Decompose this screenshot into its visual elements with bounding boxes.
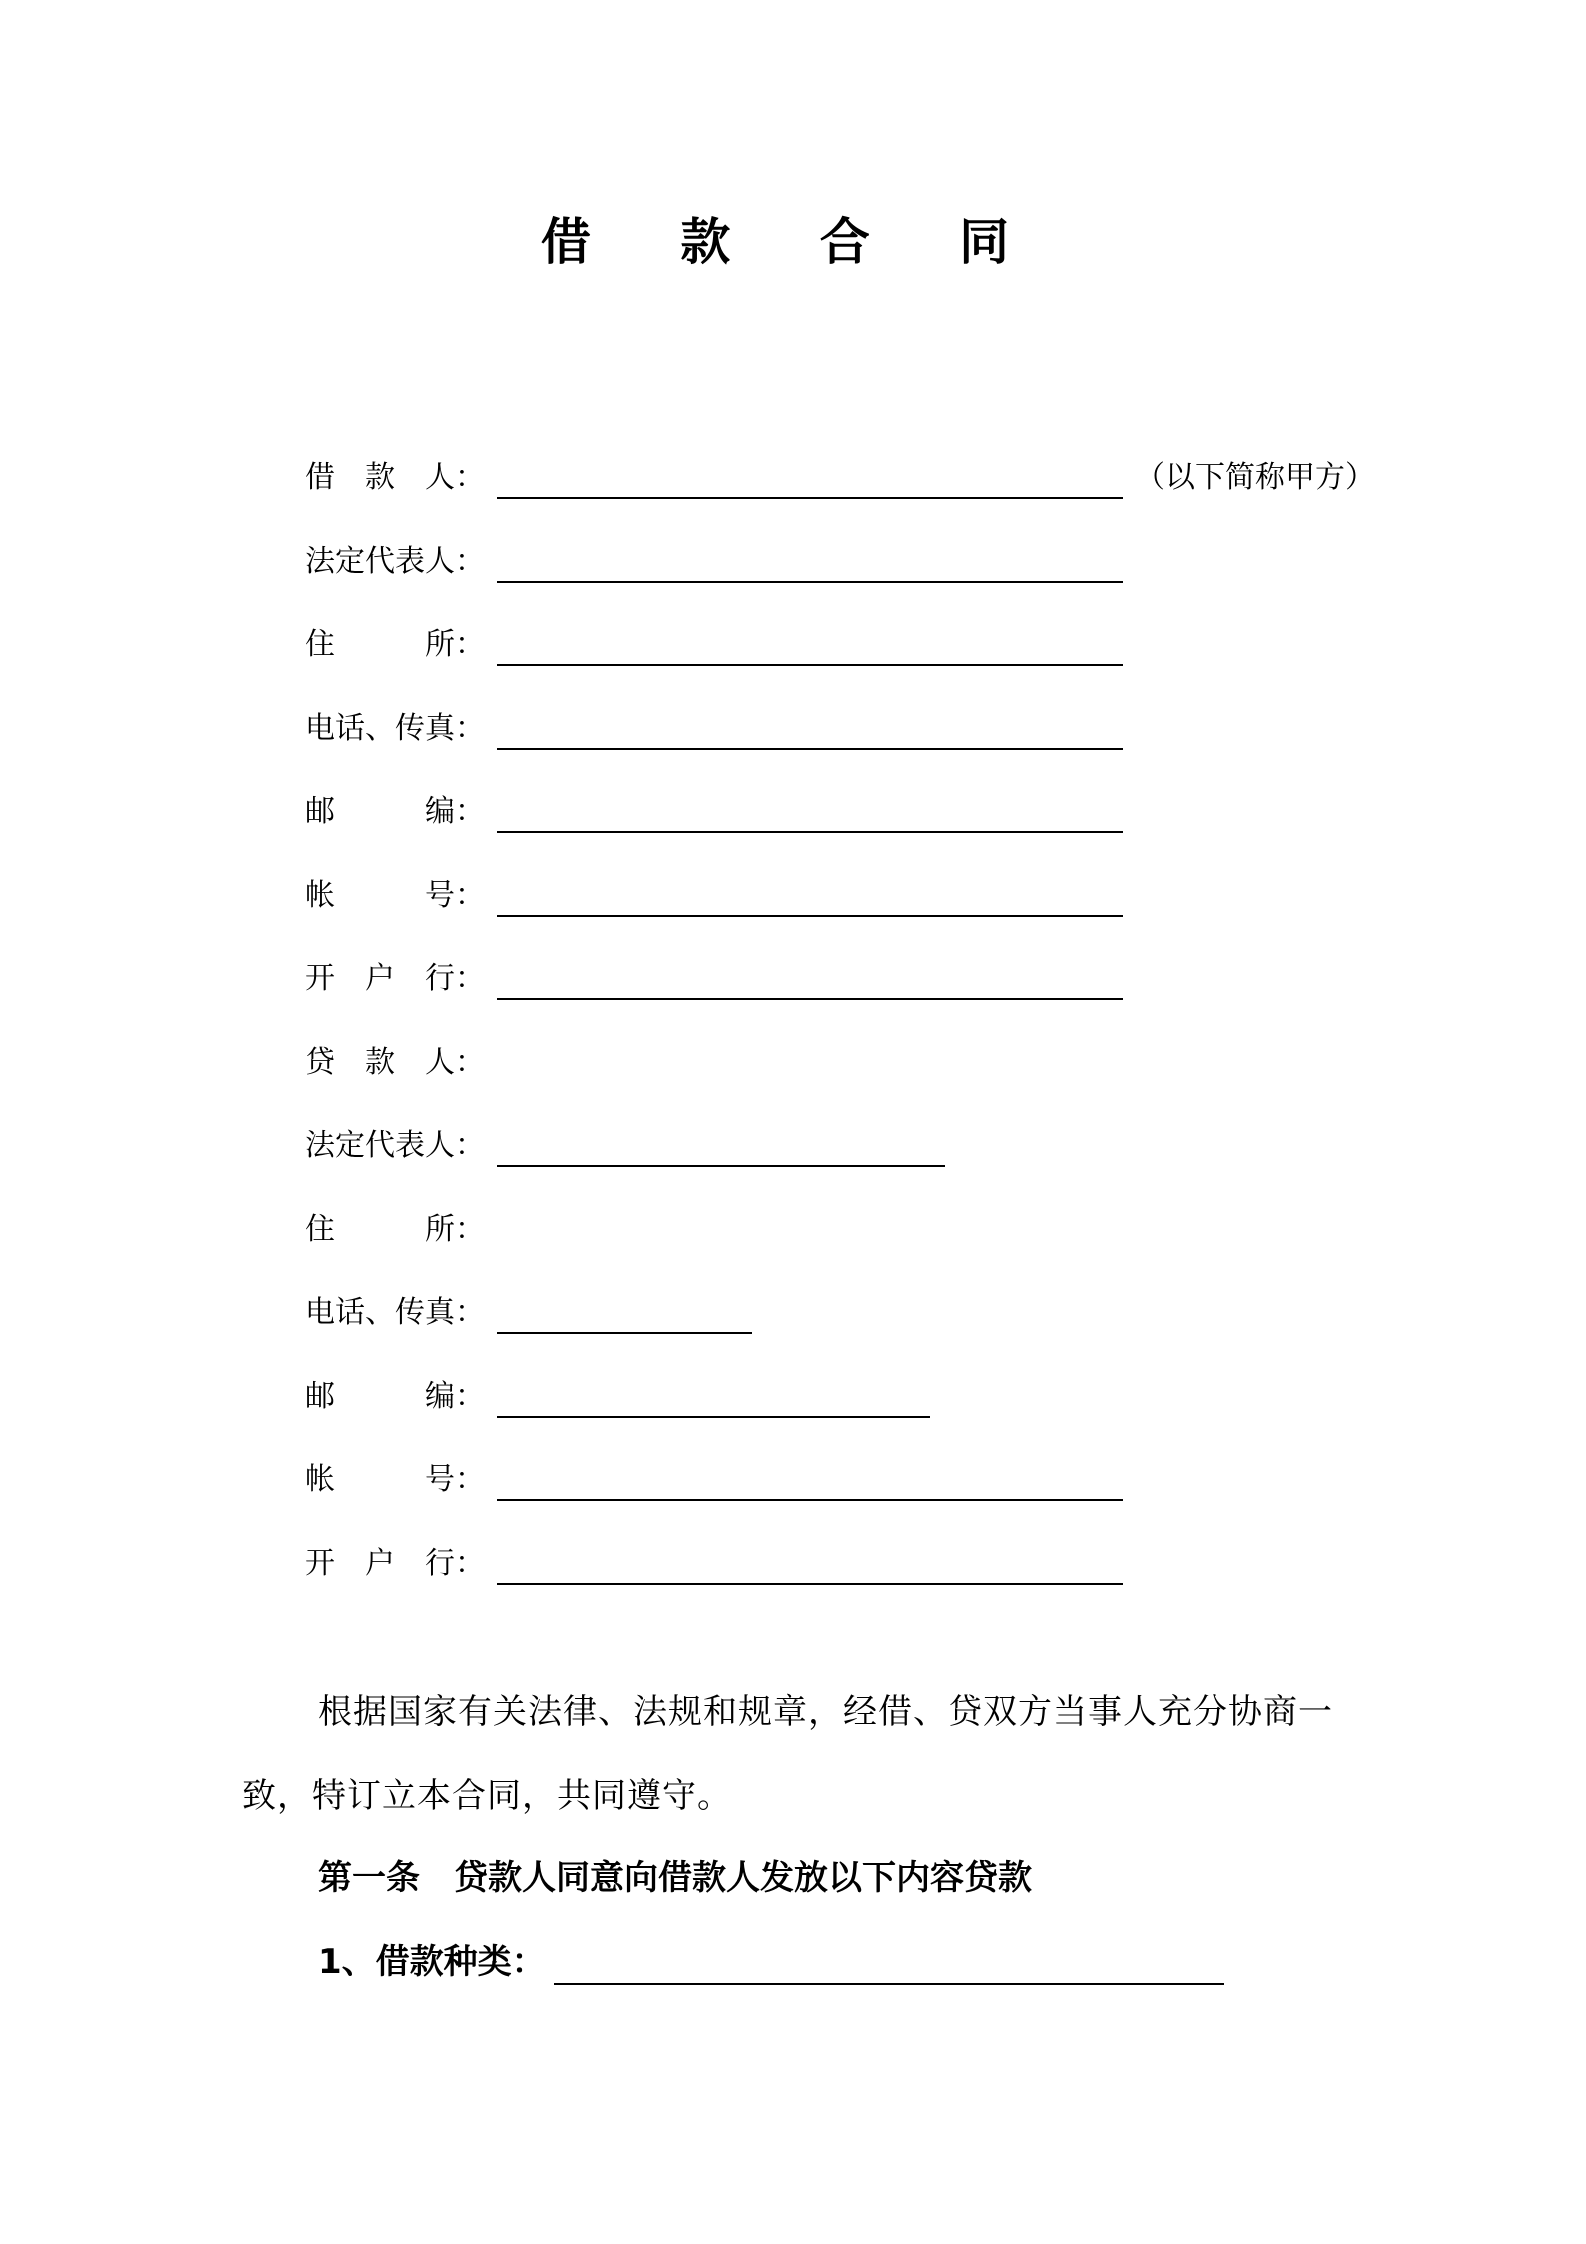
lender-address-label: 住 所：	[305, 1212, 485, 1247]
article-1-heading	[318, 1853, 1032, 1903]
lender-bank-label: 开 户 行：	[305, 1546, 485, 1581]
article-1-number: 第一条	[318, 1858, 420, 1898]
lender-bank-field[interactable]	[497, 1583, 1123, 1585]
borrower-bank-field[interactable]	[497, 998, 1123, 1000]
borrower-phone-fax-label: 电话、传真：	[305, 711, 485, 746]
lender-account-field[interactable]	[497, 1499, 1123, 1501]
document-title: 借 款 合 同	[540, 213, 1046, 271]
lender-postcode-label: 邮 编：	[305, 1379, 485, 1414]
lender-legal-rep-label: 法定代表人：	[305, 1128, 485, 1163]
intro-paragraph: 根据国家有关法律、法规和规章，经借、贷双方当事人充分协商一致，特订立本合同，共同遵守。	[242, 1692, 1333, 1816]
borrower-name-field[interactable]	[497, 497, 1123, 499]
borrower-bank-label: 开 户 行：	[305, 961, 485, 996]
lender-phone-fax-label: 电话、传真：	[305, 1295, 485, 1330]
borrower-account-label: 帐 号：	[305, 878, 485, 913]
borrower-address-label: 住 所：	[305, 627, 485, 662]
borrower-name-label: 借 款 人：	[305, 460, 485, 495]
borrower-address-field[interactable]	[497, 664, 1123, 666]
lender-account-label: 帐 号：	[305, 1462, 485, 1497]
loan-type-field[interactable]	[554, 1983, 1224, 1985]
borrower-legal-rep-field[interactable]	[497, 581, 1123, 583]
borrower-postcode-label: 邮 编：	[305, 794, 485, 829]
lender-postcode-field[interactable]	[497, 1416, 930, 1418]
borrower-account-field[interactable]	[497, 915, 1123, 917]
lender-name-label: 贷 款 人：	[305, 1045, 485, 1080]
item-1-label: 1、借款种类：	[318, 1942, 546, 1982]
item-1-row	[318, 1937, 546, 1997]
borrower-phone-fax-field[interactable]	[497, 748, 1123, 750]
article-1-title: 贷款人同意向借款人发放以下内容贷款	[454, 1858, 1032, 1898]
borrower-legal-rep-label: 法定代表人：	[305, 544, 485, 579]
borrower-postcode-field[interactable]	[497, 831, 1123, 833]
borrower-party-suffix: （以下简称甲方）	[1135, 460, 1375, 495]
lender-legal-rep-field[interactable]	[497, 1165, 945, 1167]
lender-phone-fax-field[interactable]	[497, 1332, 752, 1334]
